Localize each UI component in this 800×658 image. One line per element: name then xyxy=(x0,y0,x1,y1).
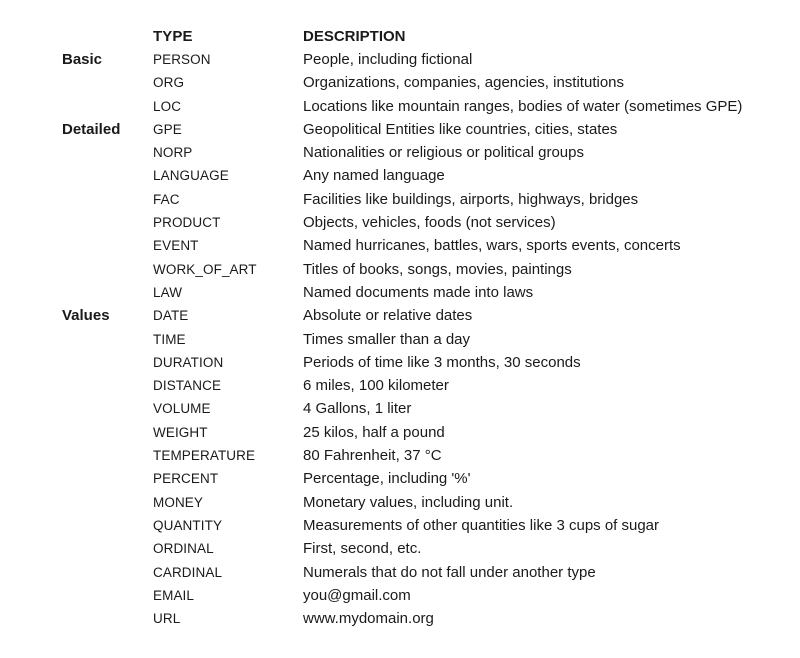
entity-type: DATE xyxy=(153,308,189,324)
table-row xyxy=(0,164,800,187)
entity-type: LANGUAGE xyxy=(153,168,229,184)
table-row xyxy=(0,421,800,444)
entity-description: 6 miles, 100 kilometer xyxy=(303,377,449,395)
entity-type: CARDINAL xyxy=(153,564,223,580)
entity-type: PRODUCT xyxy=(153,215,221,231)
entity-description: 25 kilos, half a pound xyxy=(303,423,445,441)
entity-description: Any named language xyxy=(303,167,445,185)
table-row xyxy=(0,304,800,327)
entity-type: PERSON xyxy=(153,52,211,67)
entity-type: TEMPERATURE xyxy=(153,448,256,464)
entity-type: NORP xyxy=(153,145,193,161)
table-row xyxy=(0,444,800,467)
entity-type-table xyxy=(0,26,800,630)
table-row xyxy=(0,467,800,490)
entity-type: TIME xyxy=(153,331,186,347)
entity-description: Absolute or relative dates xyxy=(303,307,473,325)
table-row xyxy=(0,584,800,607)
entity-description: 80 Fahrenheit, 37 °C xyxy=(303,447,442,465)
table-row xyxy=(0,281,800,304)
table-row xyxy=(0,537,800,560)
entity-description: Times smaller than a day xyxy=(303,330,471,348)
table-row xyxy=(0,258,800,281)
entity-type: DISTANCE xyxy=(153,378,222,394)
table-row xyxy=(0,561,800,584)
category-label: Detailed xyxy=(62,120,121,138)
entity-description: Periods of time like 3 months, 30 seconds xyxy=(303,353,581,371)
table-row xyxy=(0,607,800,630)
entity-description: www.mydomain.org xyxy=(303,610,434,628)
table-header xyxy=(0,26,800,48)
entity-description: Objects, vehicles, foods (not services) xyxy=(303,214,556,232)
description-column-header: DESCRIPTION xyxy=(303,28,406,45)
entity-description: you@gmail.com xyxy=(303,586,411,604)
entity-description: Locations like mountain ranges, bodies of water (sometimes GPE) xyxy=(303,97,743,115)
entity-type: MONEY xyxy=(153,494,204,510)
table-row xyxy=(0,234,800,257)
entity-type: QUANTITY xyxy=(153,517,223,533)
entity-description: 4 Gallons, 1 liter xyxy=(303,400,412,418)
entity-type: VOLUME xyxy=(153,401,211,417)
entity-type: EMAIL xyxy=(153,587,195,603)
entity-type: ORDINAL xyxy=(153,541,214,557)
entity-type: DURATION xyxy=(153,354,224,370)
table-row xyxy=(0,514,800,537)
entity-description: Numerals that do not fall under another type xyxy=(303,563,596,581)
table-row xyxy=(0,374,800,397)
entity-type: LOC xyxy=(153,98,182,114)
entity-description: Measurements of other quantities like 3 cups of sugar xyxy=(303,516,660,534)
entity-type: WEIGHT xyxy=(153,424,208,440)
entity-description: People, including fictional xyxy=(303,51,473,68)
entity-description: Percentage, including '%' xyxy=(303,470,471,488)
category-label: Values xyxy=(62,307,110,325)
table-row xyxy=(0,118,800,141)
entity-type: PERCENT xyxy=(153,471,219,487)
table-row xyxy=(0,397,800,420)
entity-description: Titles of books, songs, movies, paintings xyxy=(303,260,572,278)
table-row xyxy=(0,71,800,94)
entity-description: First, second, etc. xyxy=(303,540,422,558)
entity-type: EVENT xyxy=(153,238,199,254)
category-label: Basic xyxy=(62,51,103,68)
entity-type: WORK_OF_ART xyxy=(153,261,257,277)
entity-description: Nationalities or religious or political groups xyxy=(303,144,584,162)
entity-type: ORG xyxy=(153,75,185,91)
table-row xyxy=(0,491,800,514)
entity-type: URL xyxy=(153,611,181,627)
entity-description: Monetary values, including unit. xyxy=(303,493,514,511)
entity-description: Geopolitical Entities like countries, cities, states xyxy=(303,120,618,138)
entity-description: Named hurricanes, battles, wars, sports events, concerts xyxy=(303,237,681,255)
table-row xyxy=(0,188,800,211)
entity-type: GPE xyxy=(153,121,182,137)
table-body xyxy=(0,48,800,630)
entity-description: Facilities like buildings, airports, highways, bridges xyxy=(303,190,639,208)
table-row xyxy=(0,211,800,234)
entity-description: Organizations, companies, agencies, institutions xyxy=(303,74,625,92)
entity-type: LAW xyxy=(153,284,183,300)
table-row xyxy=(0,351,800,374)
table-row xyxy=(0,48,800,71)
table-row xyxy=(0,328,800,351)
table-row xyxy=(0,95,800,118)
entity-description: Named documents made into laws xyxy=(303,283,534,301)
table-row xyxy=(0,141,800,164)
entity-type: FAC xyxy=(153,191,180,207)
type-column-header: TYPE xyxy=(153,28,193,45)
